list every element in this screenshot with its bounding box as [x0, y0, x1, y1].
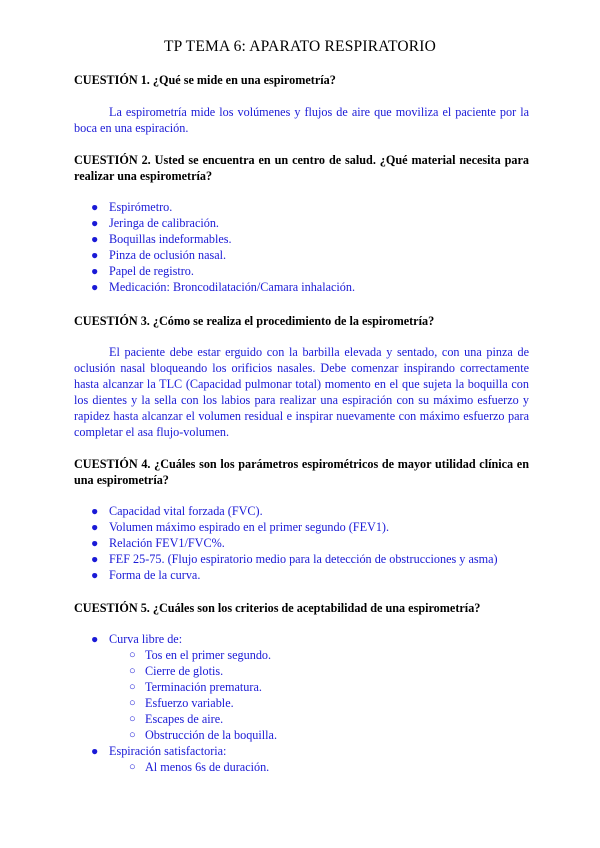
bullet-icon: ● — [91, 280, 99, 294]
question-1: CUESTIÓN 1. ¿Qué se mide en una espirometría? — [74, 73, 336, 87]
bullet-icon: ● — [91, 200, 99, 214]
sub-list-item-text: Tos en el primer segundo. — [145, 648, 272, 662]
bullet-icon: ● — [91, 504, 99, 518]
bullet-icon: ● — [91, 232, 99, 246]
list-item — [74, 247, 529, 263]
list-item-text: Jeringa de calibración. — [109, 216, 219, 230]
bullet-icon: ● — [91, 520, 99, 534]
sub-list-item — [109, 711, 529, 727]
question-5: CUESTIÓN 5. ¿Cuáles son los criterios de aceptabilidad de una espirometría? — [74, 601, 481, 615]
list-item-text: Volumen máximo espirado en el primer segundo (FEV1). — [109, 520, 390, 534]
sub-list-item — [109, 647, 529, 663]
list-item — [74, 519, 529, 535]
sub-list-item — [109, 727, 529, 743]
sub-list — [109, 759, 529, 775]
list-item — [74, 199, 529, 215]
list-item-text: Espiración satisfactoria: — [109, 744, 227, 758]
circle-bullet-icon: ○ — [129, 697, 136, 709]
circle-bullet-icon: ○ — [129, 649, 136, 661]
list-item — [74, 215, 529, 231]
sub-list-item — [109, 679, 529, 695]
list-item-text: Relación FEV1/FVC%. — [109, 536, 225, 550]
list-item-text: Boquillas indeformables. — [109, 232, 232, 246]
list-item-text: Papel de registro. — [109, 264, 194, 278]
circle-bullet-icon: ○ — [129, 665, 136, 677]
bullet-icon: ● — [91, 264, 99, 278]
sub-list-item-text: Cierre de glotis. — [145, 664, 224, 678]
bullet-icon: ● — [91, 248, 99, 262]
bullet-icon: ● — [91, 536, 99, 550]
criteria-list — [74, 631, 529, 775]
sub-list-item — [109, 663, 529, 679]
sub-list — [109, 647, 529, 743]
list-item-text: Pinza de oclusión nasal. — [109, 248, 227, 262]
sub-list-item — [109, 695, 529, 711]
bullet-icon: ● — [91, 568, 99, 582]
answer-3: El paciente debe estar erguido con la barbilla elevada y sentado, con una pinza de oclusión nasal bloqueando los orificios nasales. Debe comenzar inspirando correctamente hasta alcanzar la TLC (Capacidad pulmonar total) momento en el que sujeta la boquilla con los dientes y la sella con los labios para realizar una espiración con su máximo esfuerzo y rapidez hasta alcanzar el volumen residual e inspirar nuevamente con máximo esfuerzo para completar el asa flujo-volumen. — [74, 345, 529, 439]
list-item — [74, 231, 529, 247]
list-item-text: Capacidad vital forzada (FVC). — [109, 504, 263, 518]
circle-bullet-icon: ○ — [129, 713, 136, 725]
list-item — [74, 551, 529, 567]
answer-1: La espirometría mide los volúmenes y flujos de aire que moviliza el paciente por la boca en una espiración. — [74, 105, 529, 135]
list-item-text: FEF 25-75. (Flujo espiratorio medio para la detección de obstrucciones y asma) — [109, 552, 498, 566]
parameters-list — [74, 503, 529, 583]
sub-list-item — [109, 759, 529, 775]
list-item — [74, 263, 529, 279]
question-3: CUESTIÓN 3. ¿Cómo se realiza el procedimiento de la espirometría? — [74, 314, 435, 328]
question-4: CUESTIÓN 4. ¿Cuáles son los parámetros espirométricos de mayor utilidad clínica en una espirometría? — [74, 457, 529, 487]
list-item-text: Curva libre de: — [109, 632, 183, 646]
list-item-text: Espirómetro. — [109, 200, 173, 214]
document-title: TP TEMA 6: APARATO RESPIRATORIO — [163, 38, 437, 55]
sub-list-item-text: Al menos 6s de duración. — [145, 760, 270, 774]
list-item-text: Forma de la curva. — [109, 568, 201, 582]
sub-list-item-text: Esfuerzo variable. — [145, 696, 234, 710]
bullet-icon: ● — [91, 744, 99, 758]
list-item — [74, 631, 529, 743]
list-item — [74, 743, 529, 775]
question-2: CUESTIÓN 2. Usted se encuentra en un centro de salud. ¿Qué material necesita para realizar una espirometría? — [74, 153, 529, 183]
list-item — [74, 279, 529, 295]
circle-bullet-icon: ○ — [129, 761, 136, 773]
sub-list-item-text: Terminación prematura. — [145, 680, 262, 694]
bullet-icon: ● — [91, 552, 99, 566]
sub-list-item-text: Obstrucción de la boquilla. — [145, 728, 277, 742]
list-item — [74, 535, 529, 551]
sub-list-item-text: Escapes de aire. — [145, 712, 224, 726]
circle-bullet-icon: ○ — [129, 681, 136, 693]
list-item — [74, 503, 529, 519]
bullet-icon: ● — [91, 216, 99, 230]
bullet-icon: ● — [91, 632, 99, 646]
list-item — [74, 567, 529, 583]
circle-bullet-icon: ○ — [129, 729, 136, 741]
list-item-text: Medicación: Broncodilatación/Camara inhalación. — [109, 280, 356, 294]
material-list — [74, 199, 529, 295]
